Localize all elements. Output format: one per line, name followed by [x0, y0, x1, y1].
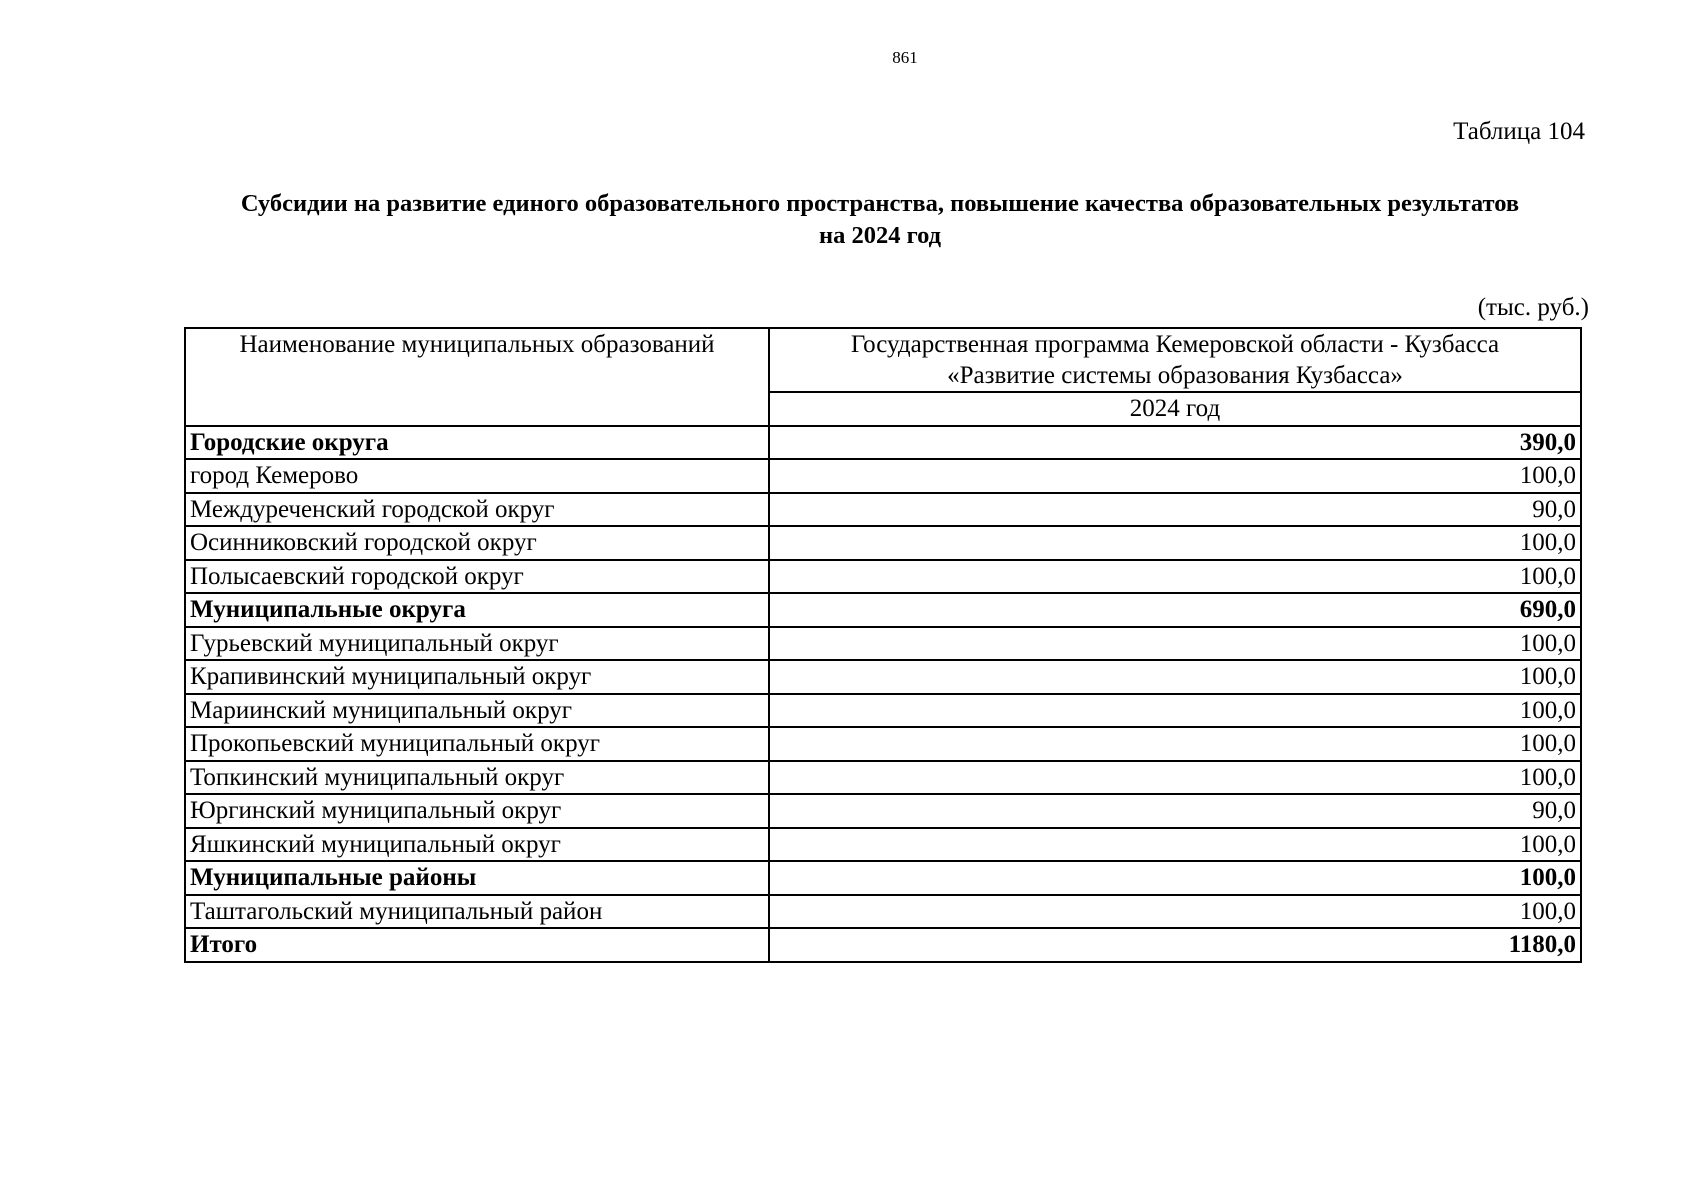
units-label: (тыс. руб.)	[1477, 294, 1589, 321]
subsidy-value-cell: 100,0	[769, 660, 1581, 694]
subsidy-value-cell: 100,0	[769, 828, 1581, 862]
subsidy-value-cell: 100,0	[769, 459, 1581, 493]
subsidy-value-cell: 1180,0	[769, 928, 1581, 962]
header-program-line-1: Государственная программа Кемеровской области - Кузбасса	[850, 331, 1500, 358]
header-year: 2024 год	[769, 392, 1581, 426]
municipality-name-cell: Итого	[185, 928, 769, 962]
municipality-name-cell: Прокопьевский муниципальный округ	[185, 727, 769, 761]
municipality-name-cell: Междуреченский городской округ	[185, 493, 769, 527]
municipality-name-cell: Топкинский муниципальный округ	[185, 761, 769, 795]
municipality-name-cell: Яшкинский муниципальный округ	[185, 828, 769, 862]
document-title	[180, 188, 1580, 252]
municipality-name-cell: Крапивинский муниципальный округ	[185, 660, 769, 694]
table-row	[185, 761, 1581, 795]
municipality-name-cell: Мариинский муниципальный округ	[185, 694, 769, 728]
subsidy-value-cell: 100,0	[769, 761, 1581, 795]
municipality-name-cell: Таштагольский муниципальный район	[185, 895, 769, 929]
table-row	[185, 459, 1581, 493]
subsidy-value-cell: 690,0	[769, 593, 1581, 627]
title-line-1: Субсидии на развитие единого образовательного пространства, повышение качества образовательных результатов	[240, 190, 1520, 217]
municipality-name-cell: Муниципальные районы	[185, 861, 769, 895]
header-municipality-name: Наименование муниципальных образований	[185, 328, 769, 426]
header-program	[769, 328, 1581, 392]
subsidies-table	[184, 327, 1582, 963]
table-row	[185, 794, 1581, 828]
table-row	[185, 928, 1581, 962]
table-row	[185, 694, 1581, 728]
table-row	[185, 727, 1581, 761]
table-body	[185, 426, 1581, 962]
table-row	[185, 526, 1581, 560]
header-program-line-2: «Развитие системы образования Кузбасса»	[947, 362, 1403, 389]
municipality-name-cell: Осинниковский городской округ	[185, 526, 769, 560]
municipality-name-cell: Муниципальные округа	[185, 593, 769, 627]
municipality-name-cell: город Кемерово	[185, 459, 769, 493]
table-number: Таблица 104	[1453, 118, 1585, 145]
table-row	[185, 660, 1581, 694]
title-line-2: на 2024 год	[818, 222, 942, 249]
municipality-name-cell: Гурьевский муниципальный округ	[185, 627, 769, 661]
table-row	[185, 627, 1581, 661]
page-number: 861	[892, 48, 918, 67]
table-row	[185, 426, 1581, 460]
subsidy-value-cell: 90,0	[769, 794, 1581, 828]
subsidy-value-cell: 100,0	[769, 895, 1581, 929]
municipality-name-cell: Юргинский муниципальный округ	[185, 794, 769, 828]
table-header-row	[185, 328, 1581, 392]
table-row	[185, 493, 1581, 527]
subsidy-value-cell: 100,0	[769, 526, 1581, 560]
subsidy-value-cell: 90,0	[769, 493, 1581, 527]
table-row	[185, 560, 1581, 594]
table-row	[185, 895, 1581, 929]
subsidy-value-cell: 100,0	[769, 727, 1581, 761]
table-row	[185, 828, 1581, 862]
subsidy-value-cell: 100,0	[769, 694, 1581, 728]
subsidy-value-cell: 100,0	[769, 861, 1581, 895]
subsidy-value-cell: 100,0	[769, 627, 1581, 661]
subsidy-value-cell: 100,0	[769, 560, 1581, 594]
table-row	[185, 593, 1581, 627]
table-row	[185, 861, 1581, 895]
subsidy-value-cell: 390,0	[769, 426, 1581, 460]
municipality-name-cell: Городские округа	[185, 426, 769, 460]
municipality-name-cell: Полысаевский городской округ	[185, 560, 769, 594]
